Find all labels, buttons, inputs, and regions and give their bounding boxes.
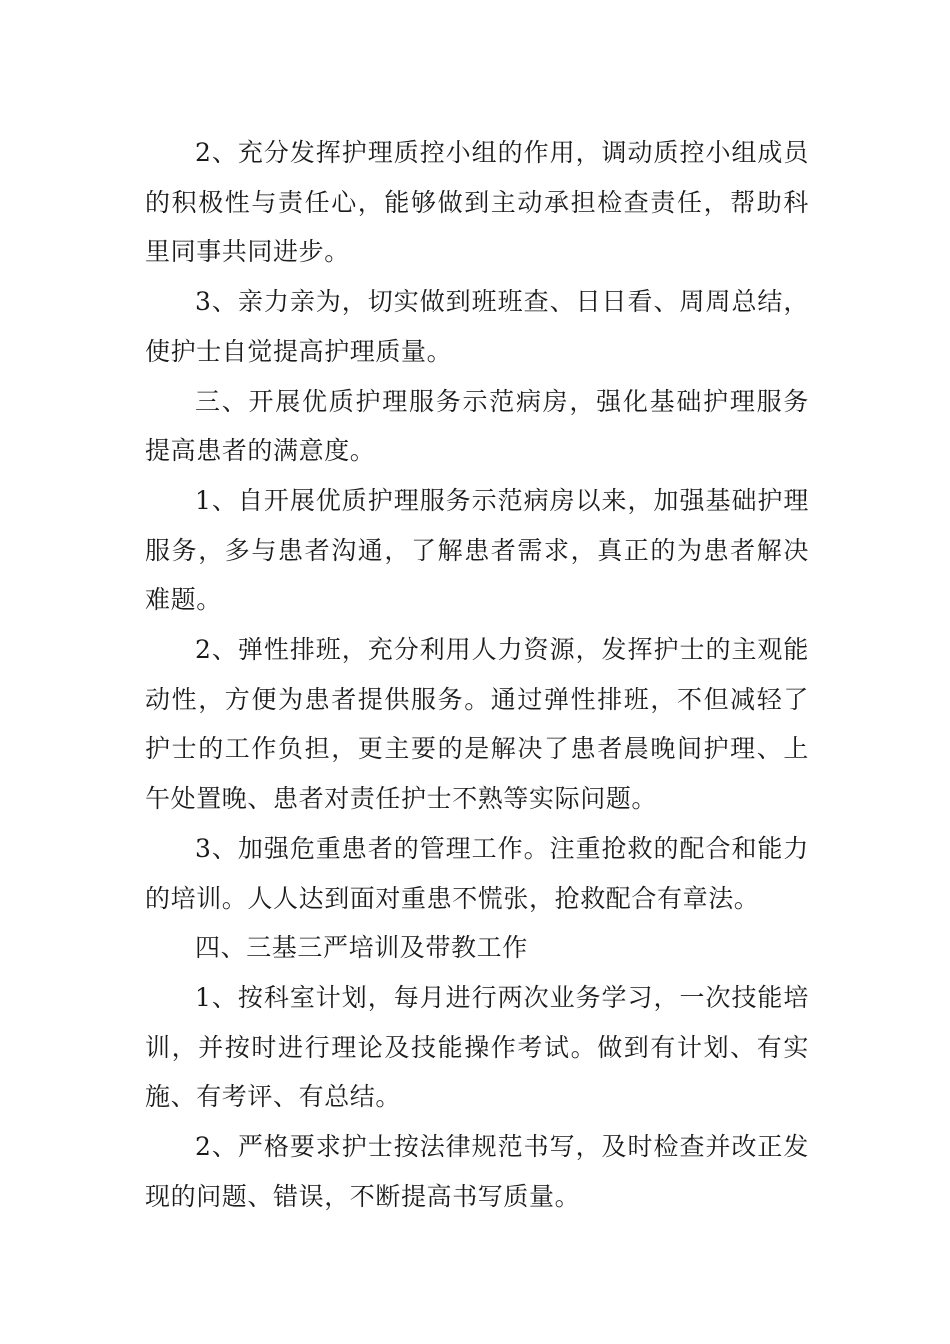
paragraph-critical-patients: 3、加强危重患者的管理工作。注重抢救的配合和能力的培训。人人达到面对重患不慌张，抢救配合有章法。: [145, 833, 809, 913]
paragraph-quality-team: 2、充分发挥护理质控小组的作用，调动质控小组成员的积极性与责任心，能够做到主动承担检查责任，帮助科里同事共同进步。: [145, 138, 809, 267]
section-heading-quality-service: 三、开展优质护理服务示范病房，强化基础护理服务提高患者的满意度。: [145, 386, 809, 466]
paragraph-hands-on-checks: 3、亲力亲为，切实做到班班查、日日看、周周总结，使护士自觉提高护理质量。: [145, 287, 809, 366]
section-heading-training: 四、三基三严培训及带教工作: [195, 933, 528, 963]
paragraph-study-plan: 1、按科室计划，每月进行两次业务学习，一次技能培训，并按时进行理论及技能操作考试。做到有计划、有实施、有考评、有总结。: [145, 982, 809, 1112]
paragraph-flexible-scheduling: 2、弹性排班，充分利用人力资源，发挥护士的主观能动性，方便为患者提供服务。通过弹性排班，不但减轻了护士的工作负担，更主要的是解决了患者晨晚间护理、上午处置晚、患者对责任护士不熟等实际问题。: [145, 635, 809, 814]
document-body: [145, 128, 809, 1221]
paragraph-documentation: 2、严格要求护士按法律规范书写，及时检查并改正发现的问题、错误，不断提高书写质量。: [145, 1132, 809, 1211]
paragraph-basic-nursing: 1、自开展优质护理服务示范病房以来，加强基础护理服务，多与患者沟通，了解患者需求，真正的为患者解决难题。: [145, 485, 809, 615]
